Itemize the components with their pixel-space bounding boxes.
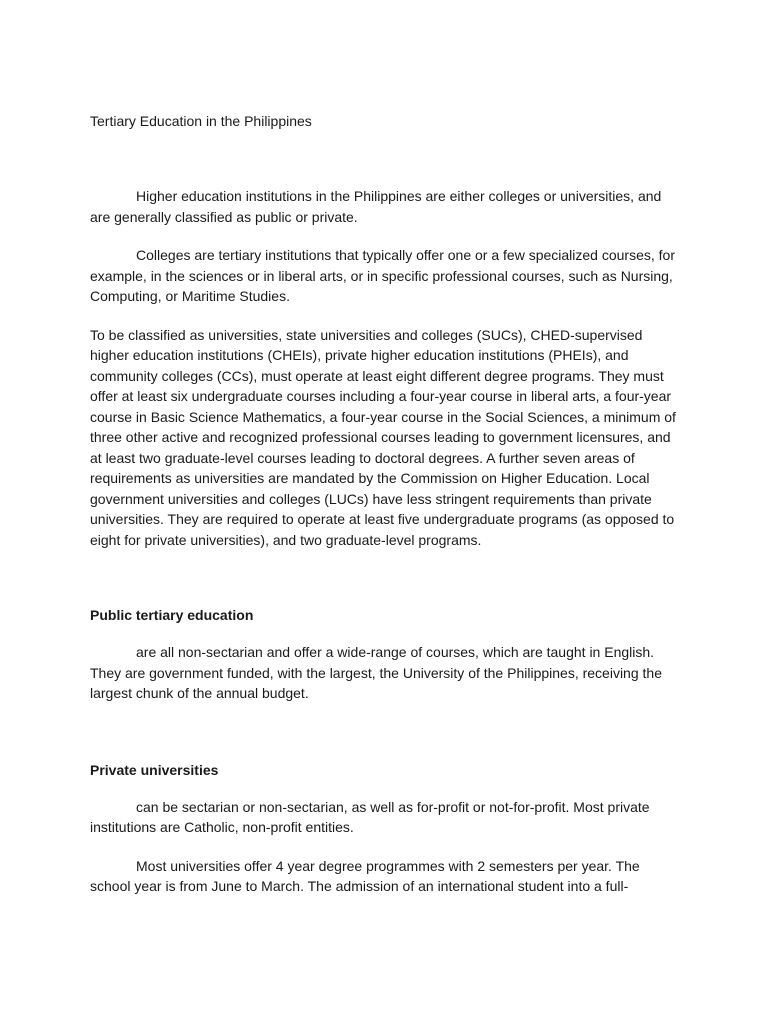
document-title: Tertiary Education in the Philippines bbox=[90, 113, 312, 129]
document-page bbox=[90, 111, 680, 897]
public-tertiary-paragraph: are all non-sectarian and offer a wide-range of courses, which are taught in English. They are government funded, with the largest, the University of the Philippines, receiving the largest chunk of the annual budget. bbox=[90, 644, 662, 701]
universities-paragraph: To be classified as universities, state universities and colleges (SUCs), CHED-supervised higher education institutions (CHEIs), private higher education institutions (PHEIs), and community colleges (CCs), must operate at least eight different degree programs. They must offer at least six undergraduate courses including a four-year course in liberal arts, a four-year course in Basic Science Mathematics, a four-year course in the Social Sciences, a minimum of three other active and recognized professional courses leading to government licensures, and at least two graduate-level courses leading to doctoral degrees. A further seven areas of requirements as universities are mandated by the Commission on Higher Education. Local government universities and colleges (LUCs) have less stringent requirements than private universities. They are required to operate at least five undergraduate programs (as opposed to eight for private universities), and two graduate-level programs. bbox=[90, 326, 676, 548]
intro-paragraph: Higher education institutions in the Philippines are either colleges or universities, and are generally classified as public or private. bbox=[90, 188, 662, 225]
private-universities-heading: Private universities bbox=[90, 761, 219, 778]
private-universities-paragraph: can be sectarian or non-sectarian, as well as for-profit or not-for-profit. Most private institutions are Catholic, non-profit entities. bbox=[90, 798, 650, 835]
degree-programmes-paragraph: Most universities offer 4 year degree programmes with 2 semesters per year. The school year is from June to March. The admission of an international student into a full- bbox=[90, 857, 640, 894]
public-tertiary-heading: Public tertiary education bbox=[90, 607, 254, 623]
colleges-paragraph: Colleges are tertiary institutions that typically offer one or a few specialized courses, for example, in the sciences or in liberal arts, or in specific professional courses, such as Nursing, Computing, or Maritime Studies. bbox=[90, 247, 675, 304]
